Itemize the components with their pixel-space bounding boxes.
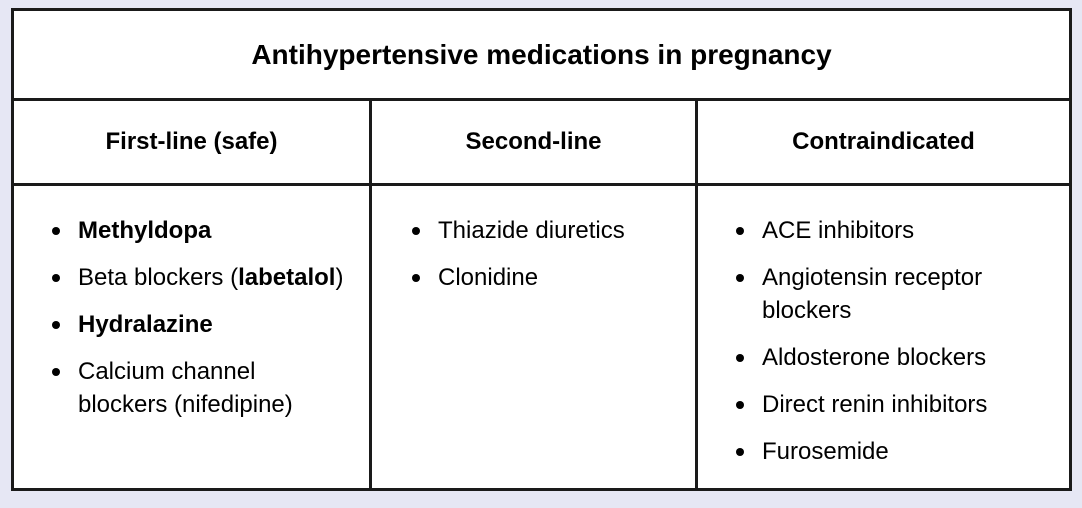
- list-item: Clonidine: [404, 261, 694, 294]
- column-first-line: [14, 101, 372, 488]
- column-header-second-line: Second-line: [372, 101, 695, 186]
- bullet-icon: [736, 354, 744, 362]
- bullet-icon: [412, 227, 420, 235]
- list-item: Methyldopa: [44, 214, 344, 247]
- list-item: Furosemide: [728, 435, 1068, 468]
- list-item: ACE inhibitors: [728, 214, 1068, 247]
- column-header-contraindicated: Contraindicated: [698, 101, 1069, 186]
- bullet-icon: [736, 227, 744, 235]
- column-contraindicated: [698, 101, 1069, 488]
- table-title: Antihypertensive medications in pregnancy: [14, 11, 1069, 101]
- column-second-line: [372, 101, 698, 488]
- second-line-list: [404, 214, 694, 308]
- bullet-icon: [52, 321, 60, 329]
- contraindicated-list: [728, 214, 1068, 482]
- bullet-icon: [412, 274, 420, 282]
- list-item: Hydralazine: [44, 308, 344, 341]
- list-item: Thiazide diuretics: [404, 214, 694, 247]
- bullet-icon: [736, 448, 744, 456]
- first-line-list: [44, 214, 344, 435]
- medications-table: [11, 8, 1072, 491]
- column-header-first-line: First-line (safe): [14, 101, 369, 186]
- list-item: Direct renin inhibitors: [728, 388, 1068, 421]
- bullet-icon: [736, 274, 744, 282]
- list-item: Aldosterone blockers: [728, 341, 1068, 374]
- list-item: Angiotensin receptor blockers: [728, 261, 1068, 327]
- list-item: Calcium channel blockers (nifedipine): [44, 355, 344, 421]
- bullet-icon: [52, 227, 60, 235]
- list-item: Beta blockers (labetalol): [44, 261, 344, 294]
- bullet-icon: [52, 368, 60, 376]
- bullet-icon: [736, 401, 744, 409]
- bullet-icon: [52, 274, 60, 282]
